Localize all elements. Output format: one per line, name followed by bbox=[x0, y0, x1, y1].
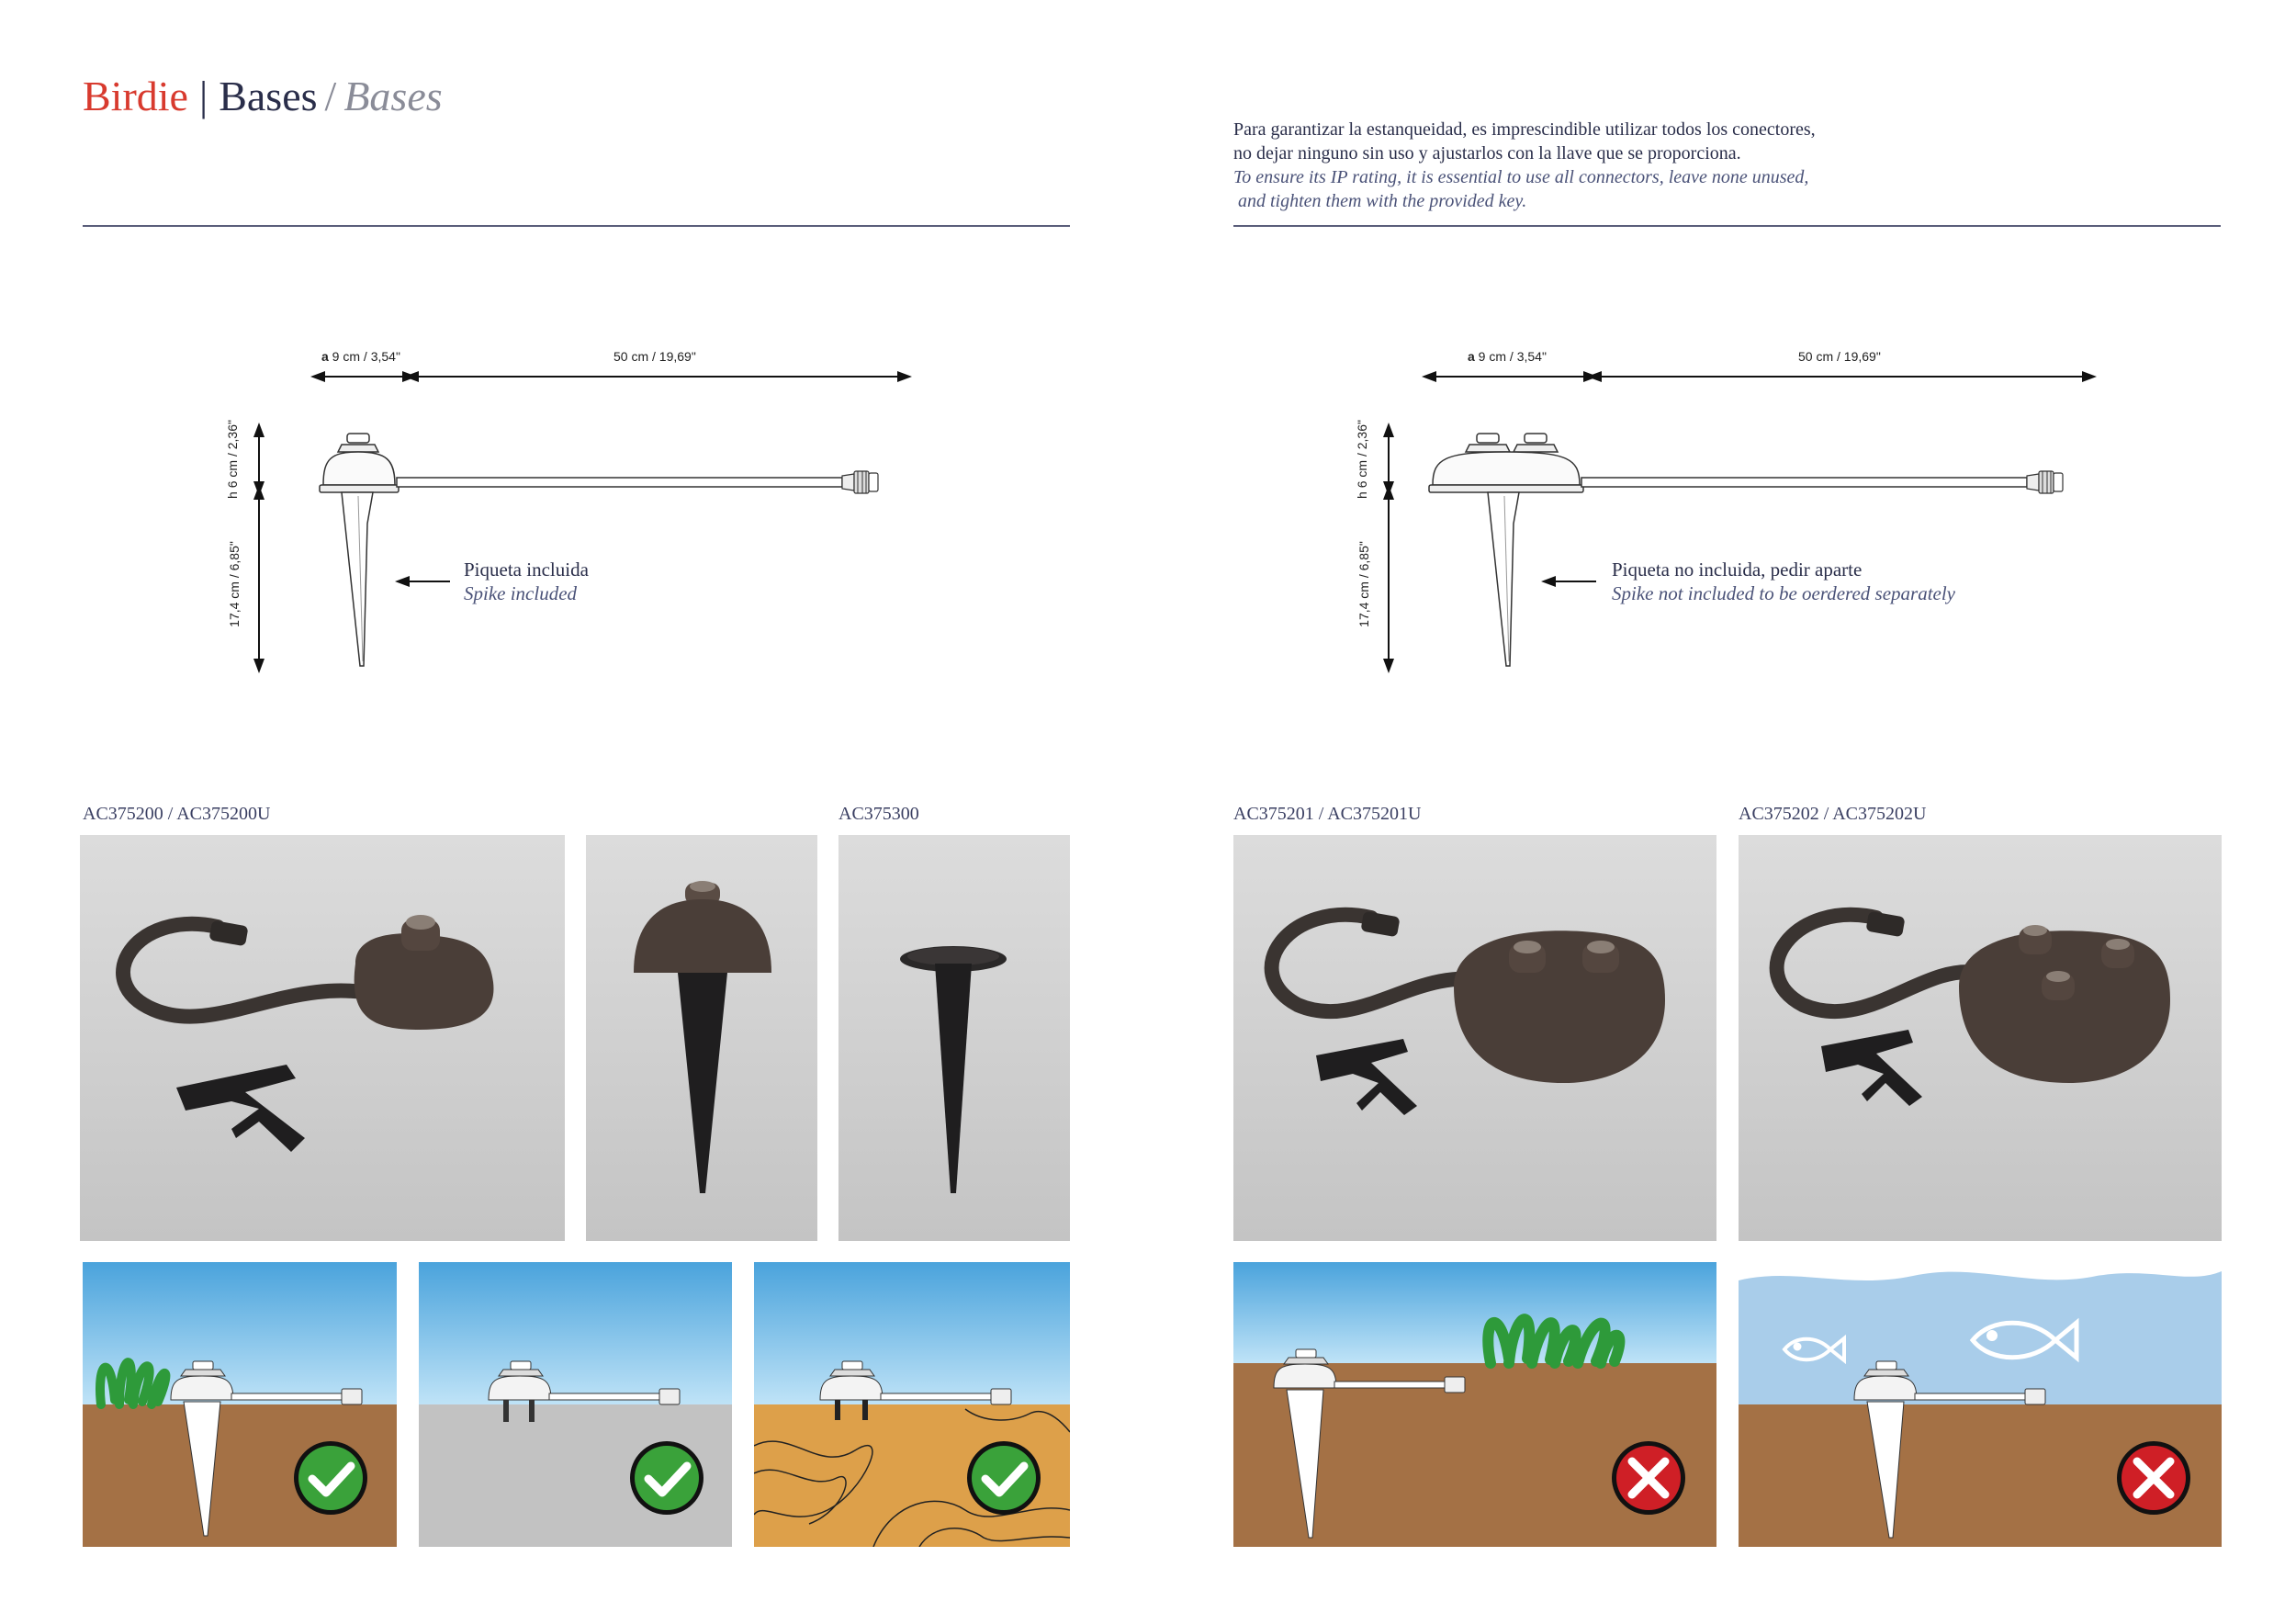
left-divider bbox=[83, 225, 1070, 227]
left-spike-length-label: 17,4 cm / 6,85" bbox=[226, 541, 242, 627]
scene-hard-surface-ok bbox=[419, 1262, 732, 1547]
photo-spike bbox=[838, 835, 1070, 1241]
photo-triple-base bbox=[1739, 835, 2222, 1241]
single-base-drawing bbox=[220, 340, 955, 680]
photo-double-base bbox=[1233, 835, 1716, 1241]
width-value-right: 9 cm / 3,54" bbox=[1474, 349, 1547, 364]
right-cable-label: 50 cm / 19,69" bbox=[1798, 349, 1881, 364]
left-height-label: h 6 cm / 2,36" bbox=[224, 420, 240, 499]
note-es-line-2: no dejar ninguno sin uso y ajustarlos con la llave que se proporciona. bbox=[1233, 143, 1741, 164]
title-slash: / bbox=[324, 73, 337, 119]
right-callout bbox=[1612, 558, 1955, 605]
left-callout-es: Piqueta incluida bbox=[464, 558, 589, 581]
title-separator: | bbox=[198, 73, 208, 119]
cross-icon bbox=[2117, 1441, 2190, 1515]
scene-soil-spike-ok bbox=[83, 1262, 397, 1547]
check-icon bbox=[294, 1441, 367, 1515]
product-code-ac375300: AC375300 bbox=[838, 804, 919, 824]
note-en-line-2: and tighten them with the provided key. bbox=[1233, 191, 1527, 211]
right-divider bbox=[1233, 225, 2221, 227]
double-base-drawing bbox=[1350, 340, 2103, 680]
note-es-line-1: Para garantizar la estanqueidad, es imprescindible utilizar todos los conectores, bbox=[1233, 119, 1816, 140]
ip-rating-note bbox=[1233, 118, 1816, 213]
scene-soil-not-ok bbox=[1233, 1262, 1716, 1547]
left-callout bbox=[464, 558, 589, 605]
right-callout-en: Spike not included to be oerdered separately bbox=[1612, 582, 1956, 604]
width-bold-a: a bbox=[321, 349, 329, 364]
photo-base-with-spike bbox=[586, 835, 817, 1241]
brand-name: Birdie bbox=[83, 73, 188, 119]
page-title bbox=[83, 72, 443, 120]
left-width-label bbox=[321, 349, 400, 364]
width-bold-a-right: a bbox=[1468, 349, 1475, 364]
right-spike-length-label: 17,4 cm / 6,85" bbox=[1356, 541, 1371, 627]
scene-wood-surface-ok bbox=[754, 1262, 1070, 1547]
width-value: 9 cm / 3,54" bbox=[328, 349, 400, 364]
product-code-ac375201: AC375201 / AC375201U bbox=[1233, 804, 1422, 824]
check-icon bbox=[630, 1441, 703, 1515]
note-en-line-1: To ensure its IP rating, it is essential to use all connectors, leave none unused, bbox=[1233, 167, 1809, 187]
cross-icon bbox=[1612, 1441, 1685, 1515]
left-callout-en: Spike included bbox=[464, 582, 578, 604]
title-en: Bases bbox=[343, 73, 443, 119]
check-icon bbox=[967, 1441, 1041, 1515]
right-callout-es: Piqueta no incluida, pedir aparte bbox=[1612, 558, 1863, 581]
right-width-label bbox=[1468, 349, 1547, 364]
left-cable-label: 50 cm / 19,69" bbox=[613, 349, 696, 364]
photo-single-base bbox=[80, 835, 565, 1241]
left-dimension-diagram bbox=[220, 340, 955, 680]
scene-underwater-not-ok bbox=[1739, 1262, 2222, 1547]
product-code-ac375202: AC375202 / AC375202U bbox=[1739, 804, 1927, 824]
product-code-ac375200: AC375200 / AC375200U bbox=[83, 804, 271, 824]
title-es: Bases bbox=[219, 73, 318, 119]
right-height-label: h 6 cm / 2,36" bbox=[1354, 420, 1369, 499]
right-dimension-diagram bbox=[1350, 340, 2103, 680]
